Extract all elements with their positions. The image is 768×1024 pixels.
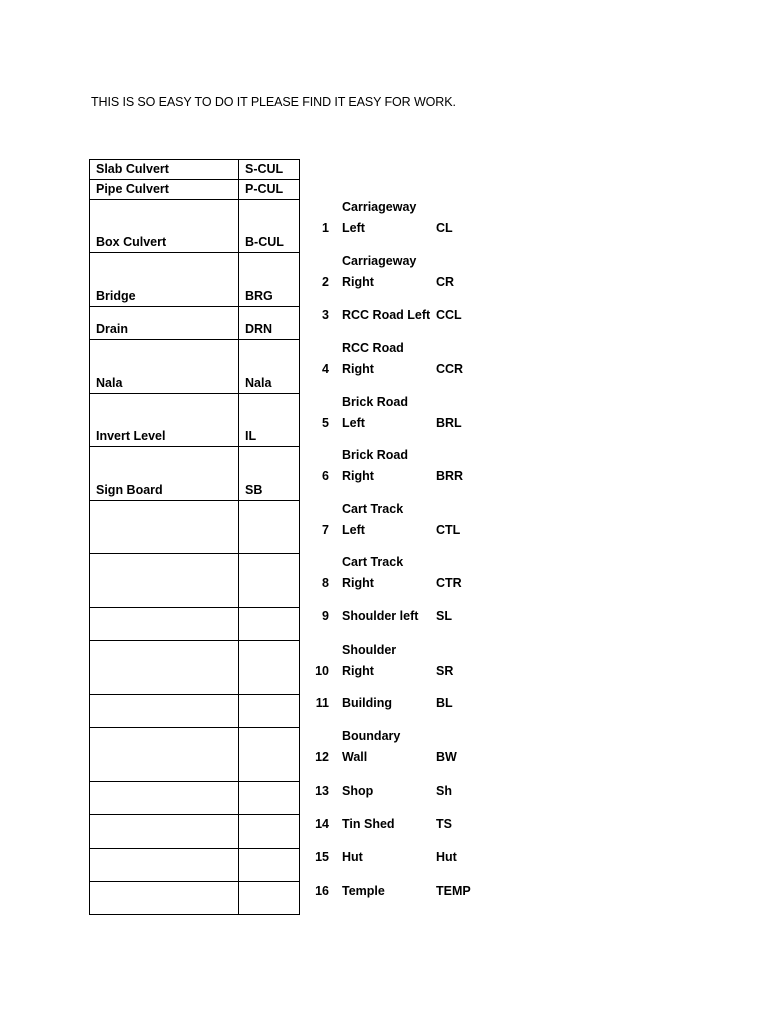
item-name-line2: Right [342,275,374,289]
row-name: Box Culvert [90,200,239,253]
item-code: CCR [436,362,464,376]
item-number: 8 [322,576,329,590]
row-name: Invert Level [90,394,239,447]
item-code: Sh [436,784,452,798]
item-name-line1: Carriageway [342,200,417,214]
table-row [90,340,300,394]
table-row [90,695,300,728]
table-row [90,608,300,641]
table-row [90,200,300,253]
table-row [90,180,300,200]
row-name [90,695,239,728]
item-name-line2: Right [342,576,374,590]
row-code [239,815,300,849]
row-code [239,554,300,608]
row-code: DRN [239,307,300,340]
item-name-line2: Left [342,221,365,235]
item-number: 9 [322,609,329,623]
row-code: SB [239,447,300,501]
item-name-line2: Right [342,362,374,376]
row-name [90,501,239,554]
page-heading: THIS IS SO EASY TO DO IT PLEASE FIND IT EASY FOR WORK. [91,95,456,109]
item-name-line2: Tin Shed [342,817,395,831]
item-name-line1: RCC Road [342,341,404,355]
row-code [239,782,300,815]
item-number: 15 [315,850,329,864]
row-name: Pipe Culvert [90,180,239,200]
item-name-line1: Boundary [342,729,401,743]
item-code: BRR [436,469,464,483]
table-row [90,394,300,447]
table-row [90,849,300,882]
item-name-line1: Brick Road [342,395,408,409]
table-row [90,447,300,501]
item-name-line1: Cart Track [342,555,404,569]
item-number: 2 [322,275,329,289]
row-code: IL [239,394,300,447]
table-row [90,882,300,915]
row-name [90,608,239,641]
item-number: 14 [315,817,329,831]
table-row [90,160,300,180]
item-code: BW [436,750,457,764]
table-row [90,728,300,782]
item-name-line1: Cart Track [342,502,404,516]
table-row [90,815,300,849]
row-name [90,882,239,915]
row-code: BRG [239,253,300,307]
item-number: 10 [315,664,329,678]
item-code: BRL [436,416,462,430]
table-row [90,501,300,554]
row-code: Nala [239,340,300,394]
item-number: 13 [315,784,329,798]
item-code: Hut [436,850,457,864]
row-code [239,849,300,882]
item-name-line2: Building [342,696,392,710]
item-number: 12 [315,750,329,764]
item-code: CL [436,221,453,235]
item-number: 6 [322,469,329,483]
row-name: Drain [90,307,239,340]
item-name-line2: Right [342,469,374,483]
row-name: Sign Board [90,447,239,501]
item-number: 4 [322,362,329,376]
item-name-line1: Carriageway [342,254,417,268]
item-number: 5 [322,416,329,430]
row-code [239,608,300,641]
item-number: 11 [315,696,329,710]
row-name [90,554,239,608]
row-code: P-CUL [239,180,300,200]
item-number: 1 [322,221,329,235]
row-name [90,641,239,695]
item-number: 3 [322,308,329,322]
item-code: TS [436,817,452,831]
item-name-line2: Wall [342,750,368,764]
row-name [90,849,239,882]
table-row [90,782,300,815]
item-name-line2: Shop [342,784,374,798]
row-code [239,728,300,782]
item-name-line2: RCC Road Left [342,308,431,322]
row-code [239,501,300,554]
table-row [90,307,300,340]
item-name-line2: Temple [342,884,385,898]
item-code: TEMP [436,884,471,898]
item-number: 16 [315,884,329,898]
item-code: SL [436,609,452,623]
row-code [239,882,300,915]
row-name: Slab Culvert [90,160,239,180]
table-row [90,253,300,307]
item-name-line2: Right [342,664,374,678]
item-code: CCL [436,308,462,322]
item-name-line2: Shoulder left [342,609,419,623]
item-name-line1: Brick Road [342,448,408,462]
row-name [90,782,239,815]
item-name-line2: Left [342,416,365,430]
item-name-line1: Shoulder [342,643,397,657]
row-code: S-CUL [239,160,300,180]
row-name: Nala [90,340,239,394]
row-code [239,695,300,728]
item-name-line2: Left [342,523,365,537]
table-row [90,641,300,695]
table-row [90,554,300,608]
item-code: CTR [436,576,462,590]
row-name [90,815,239,849]
item-name-line2: Hut [342,850,363,864]
item-code: CTL [436,523,461,537]
row-name [90,728,239,782]
row-name: Bridge [90,253,239,307]
row-code [239,641,300,695]
abbreviation-table [89,159,300,915]
item-code: SR [436,664,454,678]
item-number: 7 [322,523,329,537]
row-code: B-CUL [239,200,300,253]
item-code: CR [436,275,455,289]
item-code: BL [436,696,453,710]
